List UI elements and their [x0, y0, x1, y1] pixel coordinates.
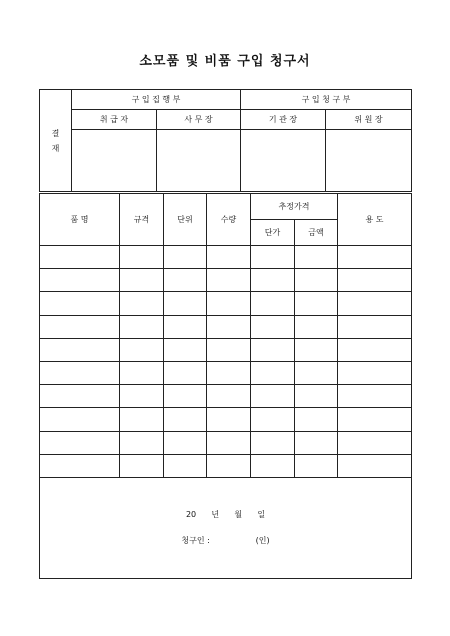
header-quantity: 수량 [207, 194, 251, 246]
item-cell[interactable] [338, 246, 412, 269]
role-institution-head: 기 관 장 [241, 110, 326, 130]
header-item-name: 품 명 [40, 194, 120, 246]
item-cell[interactable] [338, 408, 412, 431]
purchase-execution-dept-header: 구 입 집 행 부 [72, 90, 241, 110]
item-cell[interactable] [338, 338, 412, 361]
item-cell[interactable] [251, 292, 295, 315]
item-row [40, 361, 412, 384]
item-cell[interactable] [295, 292, 338, 315]
item-cell[interactable] [295, 454, 338, 477]
signature-box-committee-chair[interactable] [326, 130, 412, 192]
item-cell[interactable] [295, 361, 338, 384]
item-cell[interactable] [207, 269, 251, 292]
signature-box-handler[interactable] [72, 130, 157, 192]
item-cell[interactable] [338, 315, 412, 338]
item-cell[interactable] [338, 269, 412, 292]
item-cell[interactable] [251, 315, 295, 338]
item-cell[interactable] [295, 431, 338, 454]
item-cell[interactable] [251, 454, 295, 477]
item-row [40, 408, 412, 431]
role-handler: 취 급 자 [72, 110, 157, 130]
item-cell[interactable] [295, 385, 338, 408]
approval-side-label: 결 재 [40, 90, 72, 192]
header-unit-price: 단가 [251, 220, 295, 246]
item-cell[interactable] [207, 408, 251, 431]
signature-box-institution-head[interactable] [241, 130, 326, 192]
footer-cell [40, 477, 412, 578]
requester-line: 청구인 : (인) [181, 535, 270, 545]
item-cell[interactable] [251, 338, 295, 361]
item-cell[interactable] [164, 361, 207, 384]
approval-table [39, 89, 412, 192]
item-row [40, 269, 412, 292]
role-office-manager: 사 무 장 [157, 110, 241, 130]
header-estimated-price: 추정가격 [251, 194, 338, 220]
document-title: 소모품 및 비품 구입 청구서 [139, 54, 311, 69]
item-cell[interactable] [251, 361, 295, 384]
item-cell[interactable] [207, 454, 251, 477]
header-unit: 단위 [164, 194, 207, 246]
item-cell[interactable] [120, 292, 164, 315]
item-row [40, 292, 412, 315]
item-cell[interactable] [40, 315, 120, 338]
item-cell[interactable] [120, 246, 164, 269]
item-cell[interactable] [295, 408, 338, 431]
item-cell[interactable] [295, 246, 338, 269]
item-cell[interactable] [207, 431, 251, 454]
item-cell[interactable] [251, 246, 295, 269]
item-cell[interactable] [338, 361, 412, 384]
item-cell[interactable] [120, 269, 164, 292]
items-table [39, 193, 412, 579]
item-cell[interactable] [120, 338, 164, 361]
item-cell[interactable] [120, 361, 164, 384]
item-cell[interactable] [338, 292, 412, 315]
item-cell[interactable] [207, 246, 251, 269]
purchase-request-dept-header: 구 입 청 구 부 [241, 90, 412, 110]
item-cell[interactable] [207, 315, 251, 338]
item-cell[interactable] [164, 454, 207, 477]
item-cell[interactable] [120, 431, 164, 454]
item-cell[interactable] [40, 246, 120, 269]
item-cell[interactable] [207, 338, 251, 361]
header-spec: 규격 [120, 194, 164, 246]
item-row [40, 431, 412, 454]
item-cell[interactable] [207, 385, 251, 408]
item-cell[interactable] [207, 292, 251, 315]
item-row [40, 338, 412, 361]
item-cell[interactable] [40, 338, 120, 361]
item-cell[interactable] [120, 315, 164, 338]
header-amount: 금액 [295, 220, 338, 246]
item-cell[interactable] [207, 361, 251, 384]
item-cell[interactable] [40, 385, 120, 408]
item-cell[interactable] [251, 431, 295, 454]
item-cell[interactable] [164, 269, 207, 292]
item-cell[interactable] [338, 385, 412, 408]
role-committee-chair: 위 원 장 [326, 110, 412, 130]
item-cell[interactable] [164, 385, 207, 408]
signature-box-office-manager[interactable] [157, 130, 241, 192]
item-cell[interactable] [164, 431, 207, 454]
item-cell[interactable] [251, 269, 295, 292]
item-rows [40, 246, 412, 478]
item-cell[interactable] [40, 292, 120, 315]
item-row [40, 315, 412, 338]
item-cell[interactable] [40, 408, 120, 431]
item-cell[interactable] [120, 454, 164, 477]
item-row [40, 454, 412, 477]
item-cell[interactable] [164, 315, 207, 338]
item-cell[interactable] [338, 431, 412, 454]
item-cell[interactable] [40, 269, 120, 292]
item-cell[interactable] [251, 408, 295, 431]
item-cell[interactable] [40, 454, 120, 477]
item-cell[interactable] [295, 338, 338, 361]
item-cell[interactable] [164, 338, 207, 361]
item-cell[interactable] [164, 292, 207, 315]
item-cell[interactable] [164, 408, 207, 431]
item-cell[interactable] [251, 385, 295, 408]
item-cell[interactable] [40, 431, 120, 454]
item-cell[interactable] [295, 315, 338, 338]
item-cell[interactable] [40, 361, 120, 384]
item-cell[interactable] [295, 269, 338, 292]
header-usage: 용 도 [338, 194, 412, 246]
date-line: 20 년 월 일 [185, 509, 266, 519]
item-row [40, 246, 412, 269]
item-cell[interactable] [338, 454, 412, 477]
item-cell[interactable] [120, 385, 164, 408]
item-row [40, 385, 412, 408]
item-cell[interactable] [120, 408, 164, 431]
item-cell[interactable] [164, 246, 207, 269]
